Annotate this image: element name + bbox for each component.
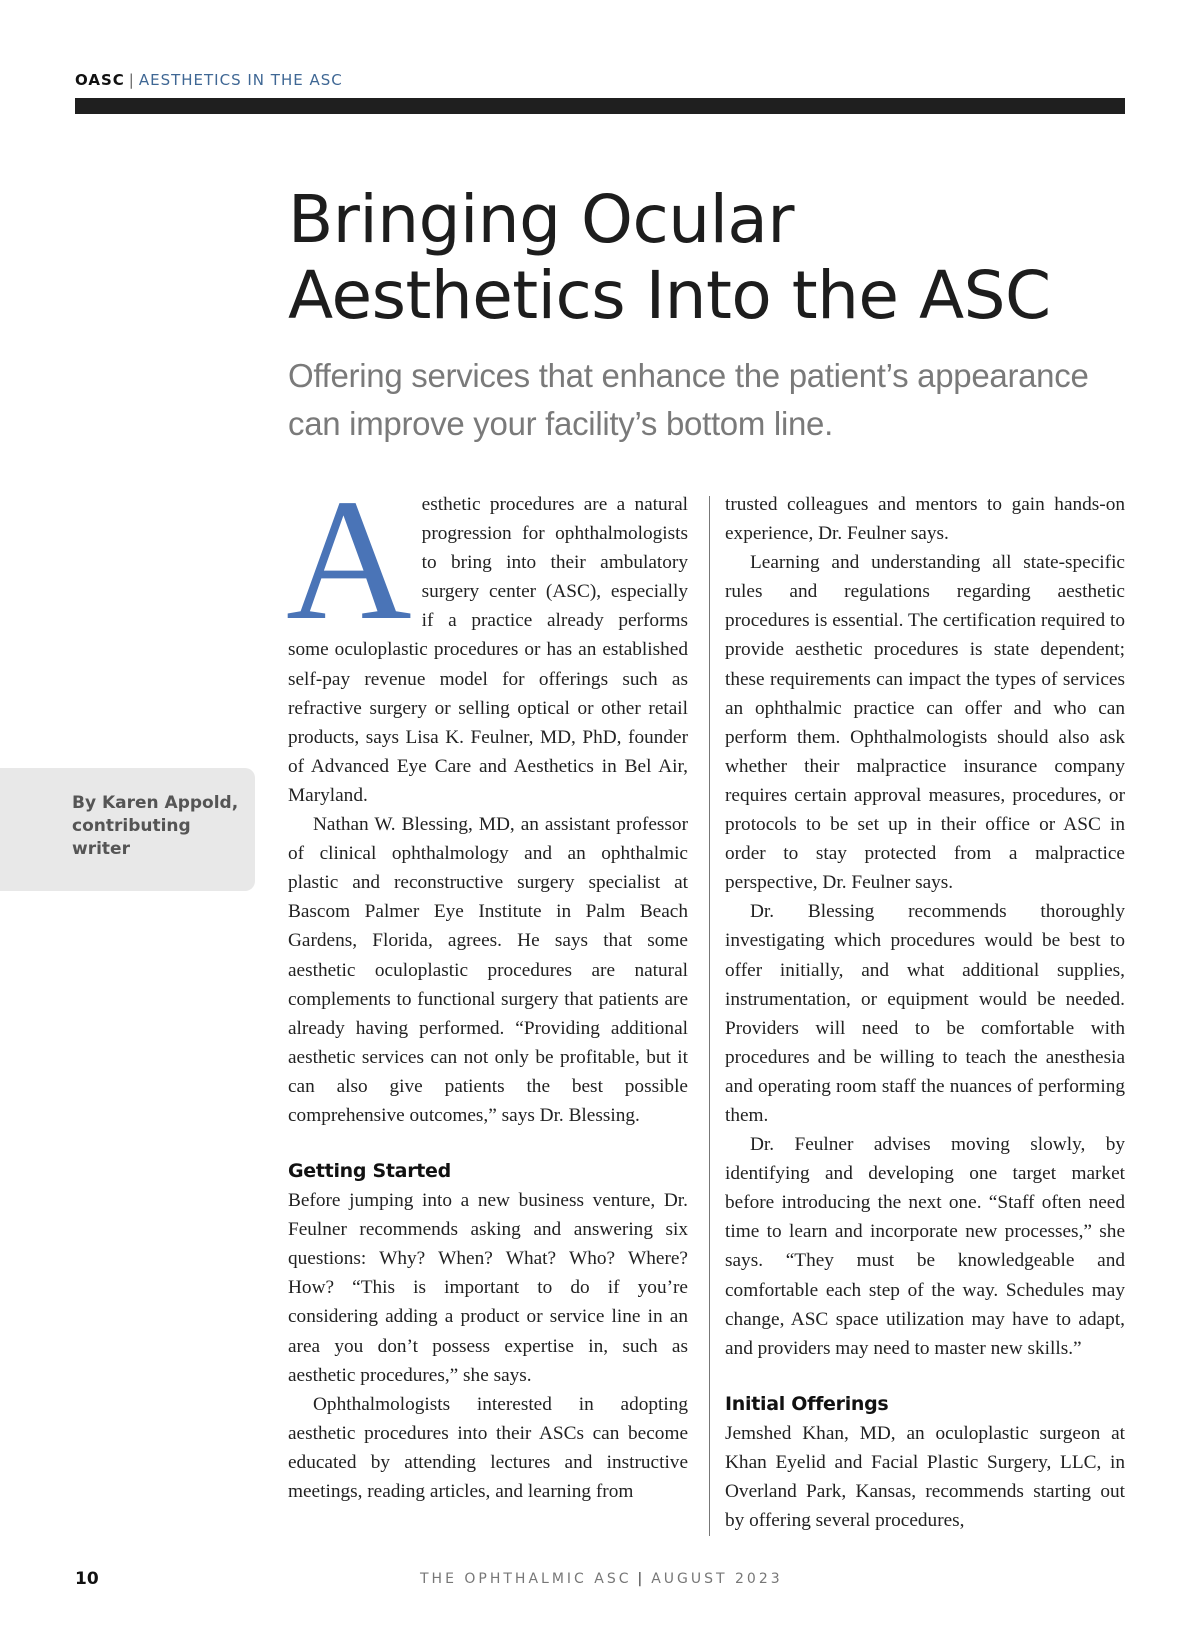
column-divider <box>709 496 710 1536</box>
footer-separator: | <box>637 1571 646 1587</box>
body-paragraph: Learning and understanding all state-specific rules and regulations regarding aesthetic procedures is essential. The certification required to provide aesthetic procedures is state dependent; these requirements can impact the types of services an ophthalmic practice can offer and who can perform them. Ophthalmologists should also ask whether their malpractice insurance company requires certain approval measures, procedures, or protocols to be set up in their office or ASC in order to stay protected from a malpractice perspective, Dr. Feulner says. <box>725 552 1125 894</box>
intro-paragraph-text: esthetic procedures are a natural progression for ophthalmologists to bring into their ambulatory surgery center (ASC), especially if a practice already performs some oculoplastic procedures or has an established self-pay revenue model for offerings such as refractive surgery or selling optical or other retail products, says Lisa K. Feulner, MD, PhD, founder of Advanced Eye Care and Aesthetics in Bel Air, Maryland. <box>288 494 688 806</box>
body-paragraph: Jemshed Khan, MD, an oculoplastic surgeon at Khan Eyelid and Facial Plastic Surgery, LLC, in Overland Park, Kansas, recommends starting out by offering several procedures, <box>725 1422 1125 1532</box>
body-paragraph: Nathan W. Blessing, MD, an assistant professor of clinical ophthalmology and an ophthalmic plastic and reconstructive surgery specialist at Bascom Palmer Eye Institute in Palm Beach Gardens, Florida, agrees. He says that some aesthetic oculoplastic procedures are natural complements to functional surgery that patients are already having performed. “Providing additional aesthetic services can not only be profitable, but it can also give patients the best possible comprehensive outcomes,” says Dr. Blessing. <box>288 814 688 1126</box>
subtitle-line-2: can improve your facility’s bottom line. <box>288 405 833 442</box>
section-heading: Getting Started <box>288 1160 451 1183</box>
subtitle-line-1: Offering services that enhance the patient’s appearance <box>288 357 1089 394</box>
title-line-2: Aesthetics Into the ASC <box>288 257 1051 334</box>
section-label: AESTHETICS IN THE ASC <box>138 71 343 89</box>
page-number: 10 <box>75 1569 99 1589</box>
running-footer <box>420 1571 783 1587</box>
body-paragraph-continued: trusted colleagues and mentors to gain hands-on experience, Dr. Feulner says. <box>725 494 1125 545</box>
footer-issue: AUGUST 2023 <box>651 1571 783 1587</box>
body-paragraph: Dr. Blessing recommends thoroughly investigating which procedures would be best to offer initially, and what additional supplies, instrumentation, or equipment would be needed. Providers will need to be comfortable with procedures and be willing to teach the anesthesia and operating room staff the nuances of performing them. <box>725 901 1125 1126</box>
body-paragraph: Before jumping into a new business venture, Dr. Feulner recommends asking and answering six questions: Why? When? What? Who? Where? How? “This is important to do if you’re considering adding a product or service line in an area you don’t possess expertise in, such as aesthetic procedures,” she says. <box>288 1190 688 1386</box>
body-paragraph: Dr. Feulner advises moving slowly, by identifying and developing one target market before introducing the next one. “Staff often need time to learn and incorporate new processes,” she says. “They must be knowledgeable and comfortable each step of the way. Schedules may change, ASC space utilization may have to adapt, and providers may need to master new skills.” <box>725 1134 1125 1359</box>
footer-publication: THE OPHTHALMIC ASC <box>420 1571 632 1587</box>
byline-box <box>0 768 255 891</box>
drop-cap: A <box>286 463 412 656</box>
section-kicker <box>75 71 343 89</box>
kicker-separator: | <box>128 71 135 89</box>
title-line-1: Bringing Ocular <box>288 181 794 258</box>
header-rule <box>75 98 1125 114</box>
article-column-left <box>286 463 688 1506</box>
article-subtitle <box>288 352 1128 448</box>
article-title <box>288 182 1128 334</box>
intro-paragraph <box>286 463 688 810</box>
section-heading: Initial Offerings <box>725 1392 889 1415</box>
publication-brand: OASC <box>75 71 125 89</box>
author-byline: By Karen Appold, contributing writer <box>72 793 239 859</box>
article-column-right <box>725 490 1125 1535</box>
body-paragraph: Ophthalmologists interested in adopting aesthetic procedures into their ASCs can become educated by attending lectures and instructive meetings, reading articles, and learning from <box>288 1393 688 1502</box>
